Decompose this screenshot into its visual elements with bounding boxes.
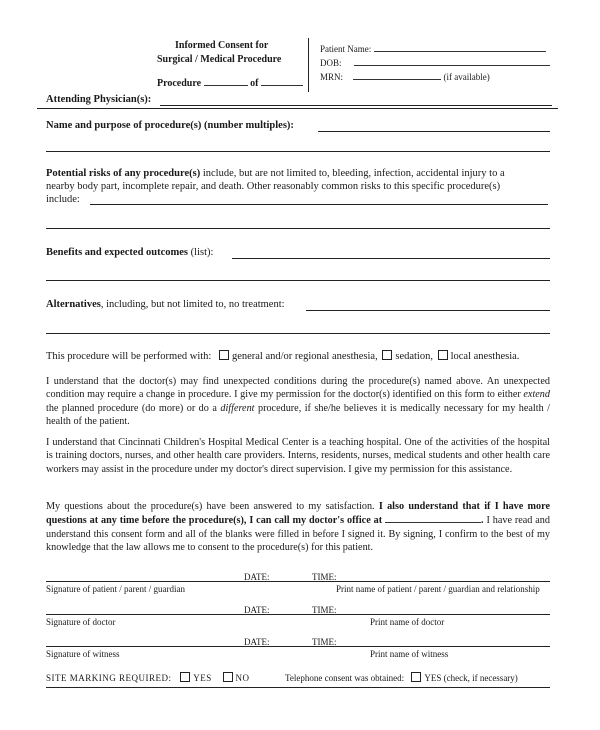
para-questions-bold: I also understand that if I have more questions at any time before the procedure(s), I can call my doctor's office at [46, 501, 550, 527]
telephone-consent-checkbox[interactable] [411, 672, 421, 682]
alternatives-line [46, 299, 285, 310]
sig2-date-label: DATE: [244, 605, 270, 615]
para-questions-part1: My questions about the procedure(s) have been answered to my satisfaction. [46, 501, 379, 512]
risks-field[interactable] [90, 204, 548, 205]
benefits-rest: (list): [188, 247, 214, 258]
site-marking-row [46, 672, 250, 683]
dob-label: DOB: [320, 58, 342, 68]
sig2-line[interactable] [46, 614, 550, 615]
risks-line2: nearby body part, incomplete repair, and death. Other reasonably common risks to this specific procedure(s) [46, 181, 501, 192]
procedure-total-field[interactable] [261, 75, 303, 86]
anesthesia-local-checkbox[interactable] [438, 350, 448, 360]
attending-label: Attending Physician(s): [46, 94, 152, 105]
name-purpose-field[interactable] [318, 131, 550, 132]
anesthesia-lead: This procedure will be performed with: [46, 351, 212, 362]
procedure-of-label: of [250, 78, 259, 89]
procedure-label: Procedure [157, 78, 202, 89]
dob-row [320, 57, 550, 68]
anesthesia-general-label: general and/or regional anesthesia, [231, 351, 378, 362]
sig2-time-label: TIME: [312, 605, 337, 615]
site-marking-label: SITE MARKING REQUIRED: [46, 673, 172, 683]
patient-name-label: Patient Name: [320, 44, 372, 54]
sig1-time-label: TIME: [312, 572, 337, 582]
risks-field-2[interactable] [46, 228, 550, 229]
teaching-hospital-paragraph: I understand that Cincinnati Children's Hospital Medical Center is a teaching hospital. One of the activities of the hospital is training doctors, nurses, and other health care providers. Interns, residents, nurses, medical students and other health care workers may assist in the procedure under my doctor's direct supervision. I give my permission for this assistance. [46, 437, 550, 475]
anesthesia-local-label: local anesthesia. [450, 351, 520, 362]
doctor-office-phone-field[interactable] [385, 513, 481, 523]
benefits-line [46, 247, 213, 258]
benefits-field[interactable] [232, 258, 550, 259]
section-divider [37, 108, 558, 109]
patient-name-row [320, 43, 546, 54]
anesthesia-general-checkbox[interactable] [219, 350, 229, 360]
footer-rule [46, 687, 550, 688]
telephone-consent-row [285, 672, 518, 683]
benefits-field-2[interactable] [46, 280, 550, 281]
benefits-lead: Benefits and expected outcomes [46, 247, 189, 258]
risks-line3: include: [46, 194, 80, 205]
mrn-row [320, 71, 490, 82]
sig3-line[interactable] [46, 646, 550, 647]
sig2-left-caption: Signature of doctor [46, 617, 116, 627]
different-word: different [220, 402, 255, 414]
telephone-consent-label: Telephone consent was obtained: [285, 673, 405, 683]
risks-line1 [46, 168, 505, 179]
anesthesia-sedation-label: sedation, [395, 351, 433, 362]
para-doctor-part1: I understand that the doctor(s) may find unexpected conditions during the procedure(s) named above. An unexpected condition may require a change in procedure. I give my permission for the doctor(s) identified on this form to either [46, 376, 550, 401]
para-doctor-part3: procedure, if she/he believes it is medically necessary for my health / health of the patient. [46, 402, 550, 428]
sig3-left-caption: Signature of witness [46, 649, 120, 659]
site-marking-yes-checkbox[interactable] [180, 672, 190, 682]
form-title-line2: Surgical / Medical Procedure [157, 54, 282, 65]
patient-name-field[interactable] [374, 43, 546, 52]
alternatives-field-2[interactable] [46, 333, 550, 334]
name-purpose-field-2[interactable] [46, 151, 550, 152]
header-divider [308, 38, 309, 92]
attending-field[interactable] [160, 105, 552, 106]
mrn-note: (if available) [443, 72, 490, 82]
procedure-number-field[interactable] [204, 75, 248, 86]
sig3-time-label: TIME: [312, 637, 337, 647]
site-marking-no-label: NO [235, 673, 250, 683]
dob-field[interactable] [354, 57, 550, 66]
procedure-count-line [157, 75, 303, 89]
site-marking-no-checkbox[interactable] [223, 672, 233, 682]
para-doctor-part2: the planned procedure (do more) or do a [46, 402, 221, 414]
sig3-date-label: DATE: [244, 637, 270, 647]
sig3-right-caption: Print name of witness [370, 649, 449, 659]
form-title-line1: Informed Consent for [175, 40, 269, 51]
anesthesia-line [46, 350, 519, 362]
sig1-right-caption: Print name of patient / parent / guardian and relationship [336, 584, 540, 594]
sig1-left-caption: Signature of patient / parent / guardian [46, 584, 185, 594]
sig2-right-caption: Print name of doctor [370, 617, 445, 627]
para-questions-part2: I have read and understand this consent form and all of the blanks were filled in before I signed it. By signing, I confirm to the best of my knowledge that the law allows me to consent to the procedure(s) for this patient. [46, 515, 550, 554]
extend-word: extend [523, 389, 550, 401]
anesthesia-sedation-checkbox[interactable] [382, 350, 392, 360]
sig1-line[interactable] [46, 581, 550, 582]
mrn-label: MRN: [320, 72, 344, 82]
site-marking-yes-label: YES [193, 673, 212, 683]
telephone-consent-yes-label: YES (check, if necessary) [424, 673, 518, 683]
mrn-field[interactable] [353, 71, 441, 80]
questions-paragraph: My questions about the procedure(s) have been answered to my satisfaction. I also understand that if I have more questions at any time before the procedure(s), I can call my doctor's office at . I have read and understand this consent form and all of the blanks were filled in before I signed it. By signing, I confirm to the best of my knowledge that the law allows me to consent to the procedure(s) for this patient. [46, 501, 550, 554]
risks-lead: Potential risks of any procedure(s) [46, 168, 201, 179]
name-purpose-label: Name and purpose of procedure(s) (number multiples): [46, 120, 294, 131]
sig1-date-label: DATE: [244, 572, 270, 582]
unexpected-conditions-paragraph [46, 375, 550, 429]
alternatives-field[interactable] [306, 310, 550, 311]
alternatives-lead: Alternatives [46, 299, 101, 310]
alternatives-rest: , including, but not limited to, no treatment: [100, 299, 285, 310]
risks-line1-text: include, but are not limited to, bleeding, infection, accidental injury to a [200, 168, 505, 179]
